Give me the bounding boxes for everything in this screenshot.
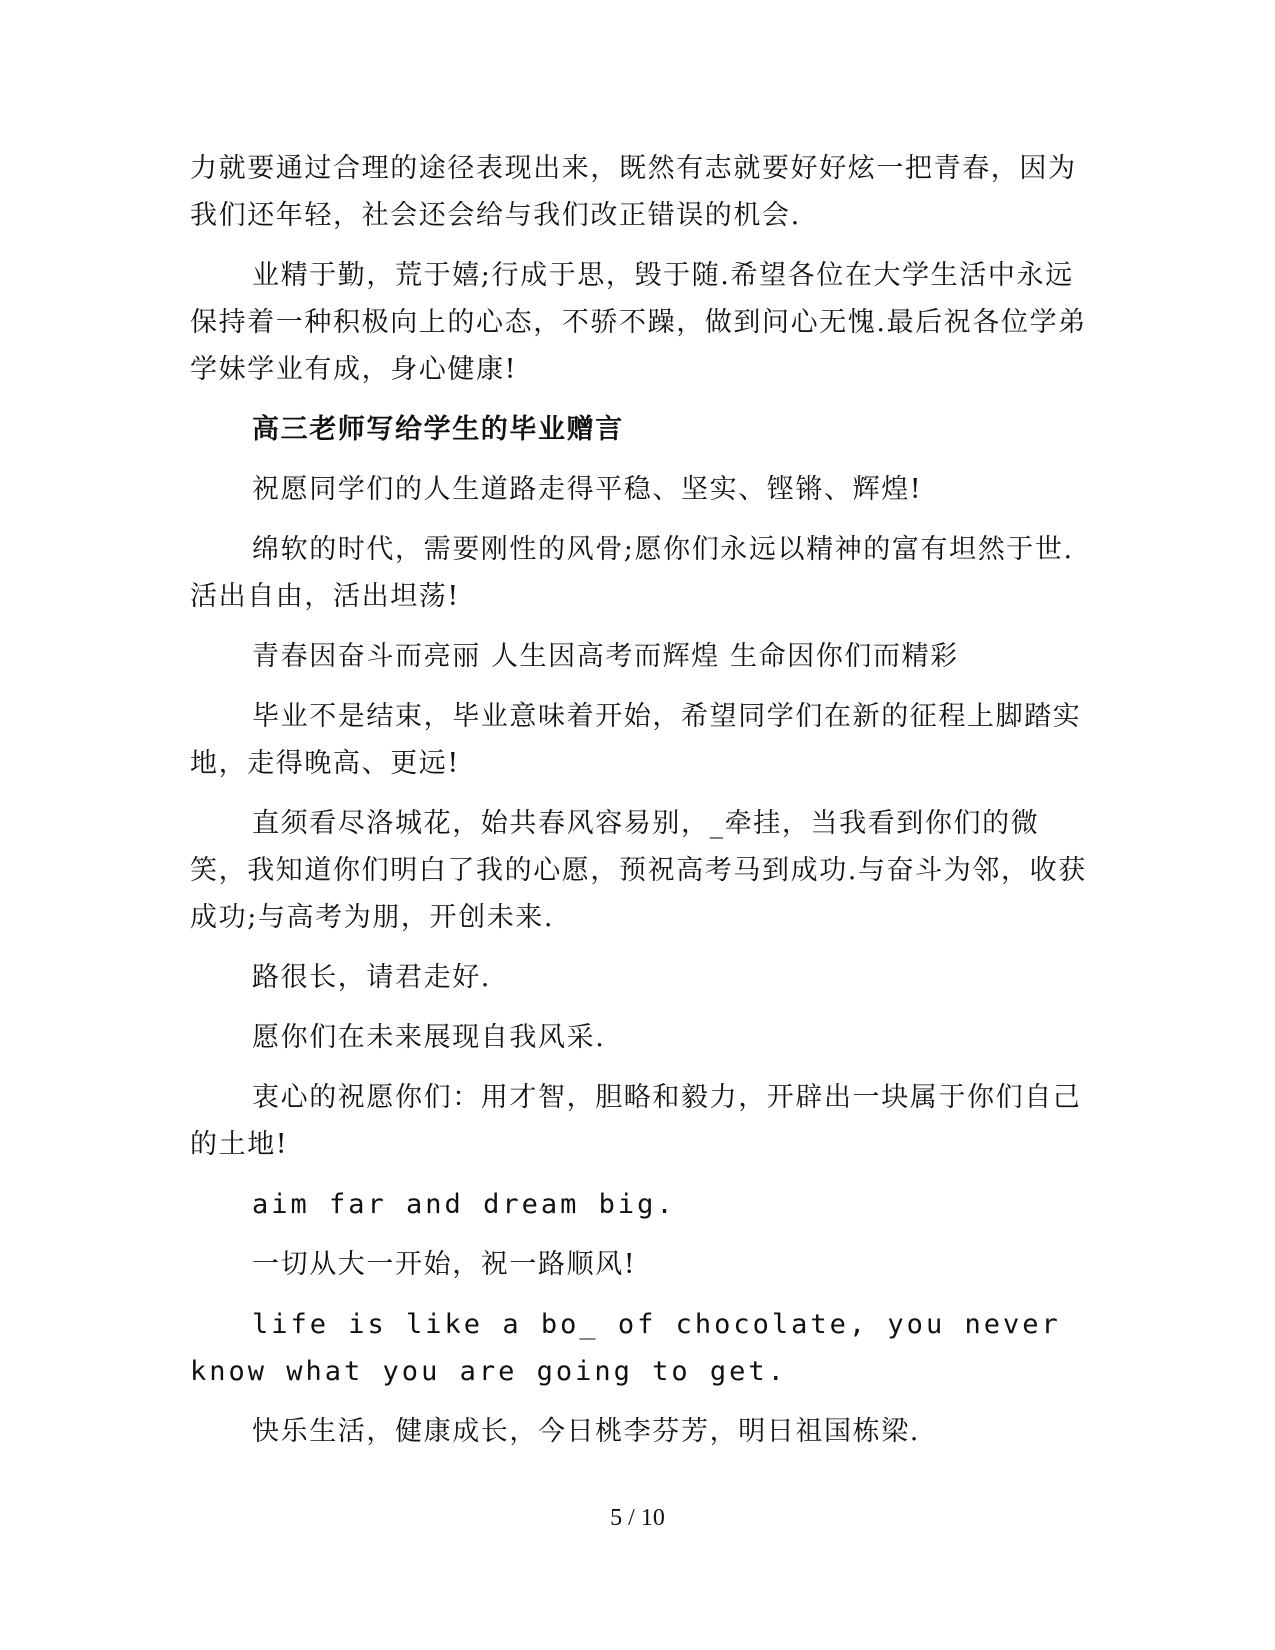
paragraph-continuation: 力就要通过合理的途径表现出来，既然有志就要好好炫一把青春，因为我们还年轻，社会还会给与我们改正错误的机会. — [190, 153, 1077, 231]
paragraph: 快乐生活，健康成长，今日桃李芬芳，明日祖国栋梁. — [252, 1416, 920, 1447]
paragraph: 路很长，请君走好. — [252, 962, 491, 993]
paragraph-english: aim far and dream big. — [252, 1189, 676, 1220]
paragraph: 衷心的祝愿你们：用才智，胆略和毅力，开辟出一块属于你们自己的土地! — [190, 1082, 1082, 1160]
document-body — [190, 145, 1090, 1468]
paragraph-english: life is like a bo_ of chocolate, you never know what you are going to get. — [190, 1309, 1061, 1387]
page-number: 5 / 10 — [610, 1505, 665, 1531]
section-heading: 高三老师写给学生的毕业赠言 — [252, 414, 624, 445]
paragraph: 业精于勤，荒于嬉;行成于思，毁于随.希望各位在大学生活中永远保持着一种积极向上的心态，不骄不躁，做到问心无愧.最后祝各位学弟学妹学业有成，身心健康! — [190, 260, 1087, 385]
paragraph: 绵软的时代，需要刚性的风骨;愿你们永远以精神的富有坦然于世.活出自由，活出坦荡! — [190, 534, 1074, 612]
paragraph: 直须看尽洛城花，始共春风容易别，_牵挂，当我看到你们的微笑，我知道你们明白了我的心愿，预祝高考马到成功.与奋斗为邻，收获成功;与高考为朋，开创未来. — [190, 808, 1087, 933]
paragraph: 愿你们在未来展现自我风采. — [252, 1022, 606, 1053]
paragraph: 毕业不是结束，毕业意味着开始，希望同学们在新的征程上脚踏实地，走得晚高、更远! — [190, 701, 1082, 779]
paragraph: 祝愿同学们的人生道路走得平稳、坚实、铿锵、辉煌! — [252, 474, 923, 505]
paragraph: 青春因奋斗而亮丽 人生因高考而辉煌 生命因你们而精彩 — [252, 641, 959, 672]
paragraph: 一切从大一开始，祝一路顺风! — [252, 1249, 637, 1280]
